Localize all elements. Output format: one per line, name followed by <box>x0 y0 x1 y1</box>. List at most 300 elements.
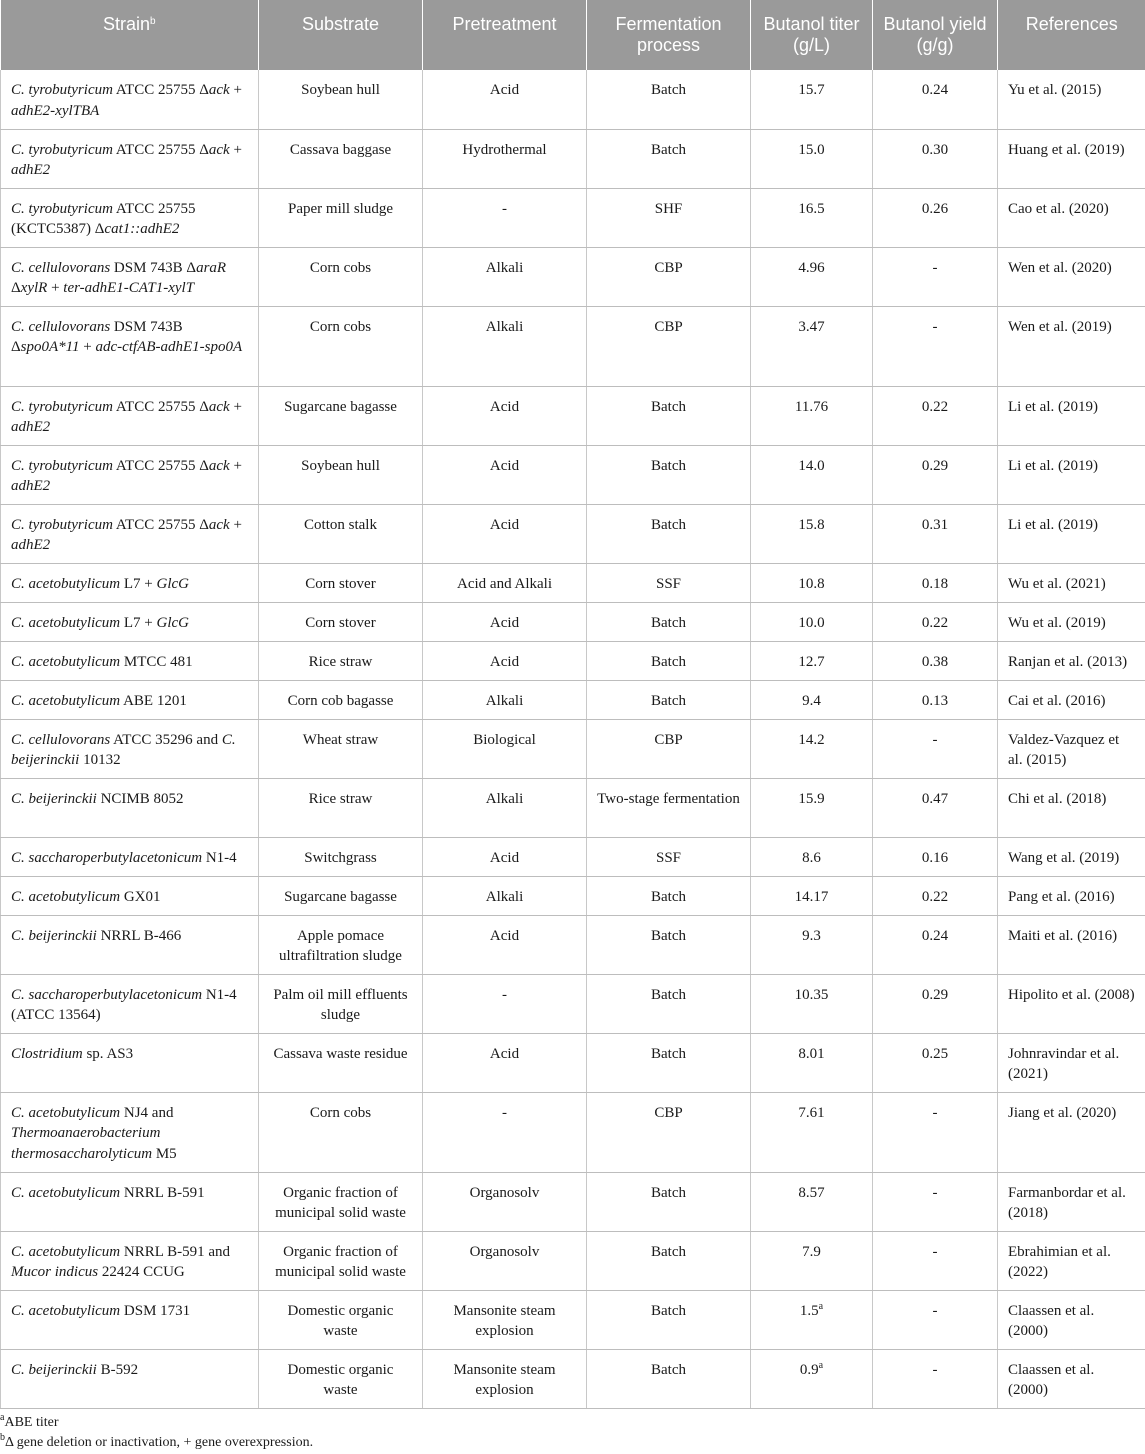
strain-text-segment: Δ <box>11 280 21 296</box>
cell-strain <box>1 641 259 680</box>
titer-value: 14.2 <box>798 731 825 748</box>
cell-pretreatment: Acid <box>423 602 587 641</box>
titer-value: 11.76 <box>794 398 829 415</box>
footnote-marker: a <box>818 1300 824 1312</box>
cell-fermentation-process: Batch <box>587 504 751 563</box>
footnote-marker: b <box>0 1432 5 1443</box>
strain-text-segment: C. beijerinckii <box>11 1361 97 1378</box>
cell-reference: Wu et al. (2019) <box>998 602 1145 641</box>
cell-substrate: Organic fraction of municipal solid waste <box>259 1231 423 1290</box>
strain-text-segment: L7 + <box>120 575 157 592</box>
cell-reference: Wang et al. (2019) <box>998 837 1145 876</box>
cell-pretreatment: Alkali <box>423 876 587 915</box>
titer-value: 8.01 <box>798 1045 825 1062</box>
strain-text-segment: C. cellulovorans <box>11 318 111 335</box>
cell-pretreatment: Mansonite steam explosion <box>423 1349 587 1408</box>
cell-butanol-titer <box>751 1172 873 1231</box>
strain-text-segment: B-592 <box>96 1361 139 1378</box>
cell-strain <box>1 1231 259 1290</box>
cell-pretreatment: Biological <box>423 719 587 778</box>
cell-strain <box>1 188 259 247</box>
cell-substrate: Corn cobs <box>259 306 423 386</box>
cell-butanol-titer <box>751 445 873 504</box>
cell-strain <box>1 386 259 445</box>
titer-value: 10.35 <box>794 986 829 1003</box>
strain-text-segment: + <box>79 339 96 355</box>
cell-butanol-titer <box>751 974 873 1033</box>
cell-reference: Ebrahimian et al. (2022) <box>998 1231 1145 1290</box>
strain-text-segment: Thermoanaerobacterium thermosaccharolyticum <box>11 1125 161 1162</box>
table-row <box>1 386 1145 445</box>
table-row <box>1 306 1145 386</box>
cell-strain <box>1 306 259 386</box>
cell-pretreatment: Hydrothermal <box>423 129 587 188</box>
cell-substrate: Sugarcane bagasse <box>259 386 423 445</box>
strain-text-segment: Mucor indicus <box>11 1264 99 1280</box>
strain-text-segment: ack <box>208 141 230 158</box>
strain-text-segment: spo0A*11 <box>20 339 80 355</box>
strain-text-segment: C. acetobutylicum <box>11 1184 121 1201</box>
column-header-label <box>1004 0 1140 35</box>
cell-butanol-yield: - <box>873 1290 998 1349</box>
cell-butanol-yield: 0.22 <box>873 386 998 445</box>
cell-butanol-yield: - <box>873 1172 998 1231</box>
column-header <box>1 0 259 70</box>
titer-value: 8.6 <box>802 849 821 866</box>
column-header <box>423 0 587 70</box>
strain-text-segment: C. tyrobutyricum <box>11 141 113 158</box>
cell-fermentation-process: Batch <box>587 641 751 680</box>
cell-reference: Ranjan et al. (2013) <box>998 641 1145 680</box>
table-row <box>1 602 1145 641</box>
cell-pretreatment: Alkali <box>423 306 587 386</box>
titer-value: 15.9 <box>798 790 825 807</box>
strain-text-segment: C. beijerinckii <box>11 790 97 807</box>
table-row <box>1 1231 1145 1290</box>
cell-reference: Maiti et al. (2016) <box>998 915 1145 974</box>
column-header <box>873 0 998 70</box>
strain-text-segment: C. acetobutylicum <box>11 653 121 670</box>
strain-text-segment: cat1::adhE2 <box>104 221 180 237</box>
table-row <box>1 1349 1145 1408</box>
cell-fermentation-process: SSF <box>587 563 751 602</box>
cell-substrate: Palm oil mill effluents sludge <box>259 974 423 1033</box>
cell-butanol-yield: 0.24 <box>873 915 998 974</box>
cell-reference: Claassen et al. (2000) <box>998 1349 1145 1408</box>
titer-value: 10.8 <box>798 575 825 592</box>
cell-reference: Yu et al. (2015) <box>998 70 1145 129</box>
strain-text-segment: NRRL B-466 <box>96 927 182 944</box>
cell-substrate: Apple pomace ultrafiltration sludge <box>259 915 423 974</box>
strain-text-segment: C. tyrobutyricum <box>11 200 113 217</box>
column-header-text: Pretreatment <box>452 14 557 34</box>
cell-strain <box>1 876 259 915</box>
cell-substrate: Wheat straw <box>259 719 423 778</box>
cell-fermentation-process: Batch <box>587 1290 751 1349</box>
cell-pretreatment: Acid <box>423 70 587 129</box>
strain-text-segment: C. acetobutylicum <box>11 614 121 631</box>
cell-butanol-yield: 0.22 <box>873 602 998 641</box>
strain-text-segment: MTCC 481 <box>120 653 193 670</box>
cell-strain <box>1 837 259 876</box>
cell-substrate: Cassava baggase <box>259 129 423 188</box>
table-row <box>1 563 1145 602</box>
table-row <box>1 445 1145 504</box>
strain-text-segment: ATCC 25755 Δ <box>112 457 209 474</box>
cell-fermentation-process: Batch <box>587 445 751 504</box>
strain-text-segment: C. acetobutylicum <box>11 1243 121 1260</box>
cell-fermentation-process: CBP <box>587 719 751 778</box>
table-row <box>1 641 1145 680</box>
strain-text-segment: C. cellulovorans <box>11 731 111 748</box>
cell-butanol-titer <box>751 915 873 974</box>
strain-text-segment: ATCC 25755 Δ <box>112 516 209 533</box>
strain-text-segment: ATCC 25755 Δ <box>112 141 209 158</box>
cell-strain <box>1 1349 259 1408</box>
column-header-text: References <box>1025 14 1118 34</box>
table-row <box>1 129 1145 188</box>
cell-substrate: Corn stover <box>259 563 423 602</box>
table-row <box>1 778 1145 837</box>
cell-fermentation-process: CBP <box>587 306 751 386</box>
cell-butanol-titer <box>751 1231 873 1290</box>
strain-text-segment: xylR <box>20 280 48 296</box>
cell-strain <box>1 129 259 188</box>
cell-pretreatment: - <box>423 974 587 1033</box>
strain-text-segment: adc-ctfAB-adhE1-spo0A <box>95 339 243 355</box>
cell-substrate: Cassava waste residue <box>259 1033 423 1092</box>
cell-butanol-titer <box>751 247 873 306</box>
column-header <box>998 0 1145 70</box>
cell-substrate: Rice straw <box>259 641 423 680</box>
strain-text-segment: C. tyrobutyricum <box>11 516 113 533</box>
strain-text-segment: sp. AS3 <box>82 1045 134 1062</box>
strain-text-segment: DSM 1731 <box>120 1302 191 1319</box>
strain-text-segment: ATCC 25755 Δ <box>112 398 209 415</box>
cell-pretreatment: Alkali <box>423 247 587 306</box>
cell-strain <box>1 915 259 974</box>
cell-strain <box>1 974 259 1033</box>
cell-reference: Wen et al. (2019) <box>998 306 1145 386</box>
cell-butanol-yield: 0.22 <box>873 876 998 915</box>
cell-pretreatment: Organosolv <box>423 1231 587 1290</box>
titer-value: 7.61 <box>798 1104 825 1121</box>
strain-text-segment: + <box>229 398 242 415</box>
cell-substrate: Organic fraction of municipal solid waste <box>259 1172 423 1231</box>
cell-butanol-titer <box>751 70 873 129</box>
cell-fermentation-process: Batch <box>587 70 751 129</box>
cell-fermentation-process: Batch <box>587 129 751 188</box>
cell-fermentation-process: Batch <box>587 680 751 719</box>
cell-butanol-yield: 0.16 <box>873 837 998 876</box>
cell-fermentation-process: CBP <box>587 247 751 306</box>
table-body <box>1 70 1145 1408</box>
table-row <box>1 247 1145 306</box>
cell-butanol-titer <box>751 1349 873 1408</box>
strain-text-segment: NRRL B-591 <box>120 1184 205 1201</box>
cell-butanol-yield: - <box>873 1349 998 1408</box>
cell-fermentation-process: SSF <box>587 837 751 876</box>
strain-text-segment: GlcG <box>156 575 190 592</box>
cell-fermentation-process: Batch <box>587 915 751 974</box>
strain-text-segment: + <box>229 457 242 474</box>
cell-strain <box>1 247 259 306</box>
cell-reference: Huang et al. (2019) <box>998 129 1145 188</box>
titer-value: 15.7 <box>798 82 825 98</box>
cell-butanol-titer <box>751 1033 873 1092</box>
strain-text-segment: C. tyrobutyricum <box>11 82 113 98</box>
strain-text-segment: N1-4 (ATCC 13564) <box>11 986 237 1023</box>
strain-text-segment: C. acetobutylicum <box>11 575 121 592</box>
cell-butanol-yield: 0.38 <box>873 641 998 680</box>
titer-value: 14.0 <box>798 457 825 474</box>
cell-substrate: Cotton stalk <box>259 504 423 563</box>
column-header <box>259 0 423 70</box>
table-row <box>1 70 1145 129</box>
cell-strain <box>1 1033 259 1092</box>
strain-text-segment: C. beijerinckii <box>11 731 236 768</box>
cell-reference: Claassen et al. (2000) <box>998 1290 1145 1349</box>
cell-reference: Wen et al. (2020) <box>998 247 1145 306</box>
cell-butanol-yield: 0.29 <box>873 445 998 504</box>
strain-text-segment: adhE2-xylTBA <box>11 102 100 119</box>
cell-reference: Li et al. (2019) <box>998 386 1145 445</box>
table-row <box>1 1092 1145 1172</box>
table-row <box>1 188 1145 247</box>
titer-value: 12.7 <box>798 653 825 670</box>
cell-butanol-yield: - <box>873 1231 998 1290</box>
footnote-marker: b <box>149 16 156 27</box>
footnote <box>0 1433 1145 1453</box>
table-row <box>1 974 1145 1033</box>
cell-butanol-yield: 0.18 <box>873 563 998 602</box>
cell-strain <box>1 1290 259 1349</box>
strain-text-segment: C. acetobutylicum <box>11 692 121 709</box>
strain-text-segment: ack <box>208 82 230 98</box>
cell-strain <box>1 1172 259 1231</box>
titer-value: 10.0 <box>798 614 825 631</box>
cell-butanol-yield: 0.26 <box>873 188 998 247</box>
cell-strain <box>1 680 259 719</box>
cell-strain <box>1 719 259 778</box>
cell-strain <box>1 602 259 641</box>
strain-text-segment: DSM 743B Δ <box>110 259 197 276</box>
cell-reference: Cao et al. (2020) <box>998 188 1145 247</box>
table-row <box>1 719 1145 778</box>
strain-text-segment: ack <box>208 457 230 474</box>
strain-text-segment: NCIMB 8052 <box>96 790 184 807</box>
table-row <box>1 504 1145 563</box>
cell-butanol-titer <box>751 680 873 719</box>
column-header-label <box>757 0 866 56</box>
cell-pretreatment: Acid <box>423 504 587 563</box>
strain-text-segment: adhE2 <box>11 419 51 435</box>
footnote-marker: a <box>0 1412 5 1423</box>
strain-text-segment: M5 <box>152 1145 177 1162</box>
cell-substrate: Domestic organic waste <box>259 1290 423 1349</box>
cell-butanol-yield: 0.24 <box>873 70 998 129</box>
cell-substrate: Corn cobs <box>259 247 423 306</box>
footnote <box>0 1413 1145 1433</box>
cell-substrate: Rice straw <box>259 778 423 837</box>
cell-fermentation-process: Batch <box>587 876 751 915</box>
strain-text-segment: NJ4 and <box>120 1104 174 1121</box>
column-header-text: Substrate <box>301 14 380 34</box>
strain-text-segment: ATCC 25755 (KCTC5387) Δ <box>11 200 196 237</box>
strain-text-segment: C. saccharoperbutylacetonicum <box>11 849 203 866</box>
cell-pretreatment: Acid <box>423 1033 587 1092</box>
cell-pretreatment: Acid <box>423 386 587 445</box>
cell-pretreatment: Acid <box>423 641 587 680</box>
cell-butanol-titer <box>751 563 873 602</box>
cell-strain <box>1 563 259 602</box>
cell-butanol-yield: - <box>873 247 998 306</box>
cell-pretreatment: Acid <box>423 445 587 504</box>
cell-fermentation-process: Batch <box>587 1033 751 1092</box>
cell-butanol-titer <box>751 129 873 188</box>
cell-butanol-yield: 0.30 <box>873 129 998 188</box>
cell-substrate: Switchgrass <box>259 837 423 876</box>
cell-butanol-titer <box>751 1290 873 1349</box>
cell-fermentation-process: Batch <box>587 1349 751 1408</box>
titer-value: 16.5 <box>798 200 825 217</box>
strain-text-segment: C. beijerinckii <box>11 927 97 944</box>
column-header <box>751 0 873 70</box>
cell-strain <box>1 445 259 504</box>
cell-pretreatment: Acid <box>423 915 587 974</box>
titer-value: 9.3 <box>802 927 821 944</box>
cell-butanol-titer <box>751 778 873 837</box>
cell-substrate: Corn cob bagasse <box>259 680 423 719</box>
cell-butanol-yield: 0.13 <box>873 680 998 719</box>
table-row <box>1 876 1145 915</box>
cell-fermentation-process: Batch <box>587 602 751 641</box>
cell-fermentation-process: SHF <box>587 188 751 247</box>
titer-value: 14.17 <box>794 888 829 905</box>
cell-strain <box>1 1092 259 1172</box>
cell-strain <box>1 778 259 837</box>
cell-pretreatment: Acid and Alkali <box>423 563 587 602</box>
column-header-label <box>879 0 991 56</box>
cell-substrate: Domestic organic waste <box>259 1349 423 1408</box>
cell-reference: Valdez-Vazquez et al. (2015) <box>998 719 1145 778</box>
footnote-marker: a <box>818 1359 824 1371</box>
table-row <box>1 680 1145 719</box>
cell-pretreatment: Alkali <box>423 778 587 837</box>
table-row <box>1 1290 1145 1349</box>
cell-butanol-yield: - <box>873 719 998 778</box>
strain-text-segment: ack <box>208 398 230 415</box>
cell-reference: Johnravindar et al. (2021) <box>998 1033 1145 1092</box>
cell-butanol-yield: 0.29 <box>873 974 998 1033</box>
cell-fermentation-process: Batch <box>587 1231 751 1290</box>
strain-text-segment: ABE 1201 <box>120 692 187 709</box>
column-header-text: Butanol yield (g/g) <box>883 14 987 55</box>
column-header-label <box>429 0 580 35</box>
strain-text-segment: DSM 743B Δ <box>11 318 183 355</box>
cell-butanol-titer <box>751 876 873 915</box>
cell-butanol-yield: 0.31 <box>873 504 998 563</box>
strain-text-segment: + <box>229 516 242 533</box>
table-header-row <box>1 0 1145 70</box>
cell-reference: Hipolito et al. (2008) <box>998 974 1145 1033</box>
cell-butanol-yield: - <box>873 306 998 386</box>
strain-text-segment: ATCC 35296 and <box>110 731 222 748</box>
strain-text-segment: C. tyrobutyricum <box>11 457 113 474</box>
column-header-text: Strain <box>102 14 150 34</box>
cell-reference: Cai et al. (2016) <box>998 680 1145 719</box>
cell-substrate: Sugarcane bagasse <box>259 876 423 915</box>
strain-text-segment: ter-adhE1-CAT1-xylT <box>63 280 195 296</box>
titer-value: 7.9 <box>802 1243 821 1260</box>
cell-substrate: Corn cobs <box>259 1092 423 1172</box>
strain-text-segment: N1-4 <box>202 849 237 866</box>
titer-value: 1.5 <box>799 1302 819 1319</box>
strain-text-segment: GX01 <box>120 888 161 905</box>
table-row <box>1 1172 1145 1231</box>
table-row <box>1 915 1145 974</box>
cell-fermentation-process: Batch <box>587 386 751 445</box>
cell-strain <box>1 504 259 563</box>
strain-text-segment: adhE2 <box>11 537 51 553</box>
column-header-text: Butanol titer (g/L) <box>763 14 860 55</box>
cell-pretreatment: Mansonite steam explosion <box>423 1290 587 1349</box>
strain-text-segment: adhE2 <box>11 162 51 178</box>
column-header-label <box>7 0 253 35</box>
strain-text-segment: GlcG <box>156 614 190 631</box>
cell-fermentation-process: Batch <box>587 1172 751 1231</box>
cell-pretreatment: Acid <box>423 837 587 876</box>
titer-value: 0.9 <box>799 1361 819 1378</box>
strain-text-segment: 10132 <box>79 752 121 768</box>
column-header-text: Fermentation process <box>615 14 722 55</box>
strain-text-segment: L7 + <box>120 614 157 631</box>
strain-text-segment: + <box>229 82 242 98</box>
cell-butanol-titer <box>751 504 873 563</box>
strain-text-segment: adhE2 <box>11 478 51 494</box>
cell-substrate: Paper mill sludge <box>259 188 423 247</box>
strain-text-segment: C. tyrobutyricum <box>11 398 113 415</box>
titer-value: 8.57 <box>798 1184 825 1201</box>
footnote-text: Δ gene deletion or inactivation, + gene overexpression. <box>5 1435 314 1450</box>
table-row <box>1 837 1145 876</box>
strain-text-segment: Clostridium <box>11 1045 83 1062</box>
cell-fermentation-process: CBP <box>587 1092 751 1172</box>
cell-reference: Li et al. (2019) <box>998 445 1145 504</box>
cell-butanol-titer <box>751 641 873 680</box>
strain-text-segment: NRRL B-591 and <box>120 1243 230 1260</box>
cell-butanol-titer <box>751 837 873 876</box>
cell-fermentation-process: Batch <box>587 974 751 1033</box>
cell-pretreatment: - <box>423 1092 587 1172</box>
table-row <box>1 1033 1145 1092</box>
strain-text-segment: ATCC 25755 Δ <box>112 82 209 98</box>
cell-reference: Pang et al. (2016) <box>998 876 1145 915</box>
cell-pretreatment: Alkali <box>423 680 587 719</box>
titer-value: 4.96 <box>798 259 825 276</box>
cell-substrate: Soybean hull <box>259 445 423 504</box>
cell-butanol-titer <box>751 602 873 641</box>
cell-butanol-yield: - <box>873 1092 998 1172</box>
cell-reference: Chi et al. (2018) <box>998 778 1145 837</box>
cell-pretreatment: - <box>423 188 587 247</box>
column-header <box>587 0 751 70</box>
strain-text-segment: 22424 CCUG <box>98 1264 185 1280</box>
strain-text-segment: C. cellulovorans <box>11 259 111 276</box>
cell-reference: Li et al. (2019) <box>998 504 1145 563</box>
strain-text-segment: + <box>47 280 64 296</box>
cell-substrate: Soybean hull <box>259 70 423 129</box>
